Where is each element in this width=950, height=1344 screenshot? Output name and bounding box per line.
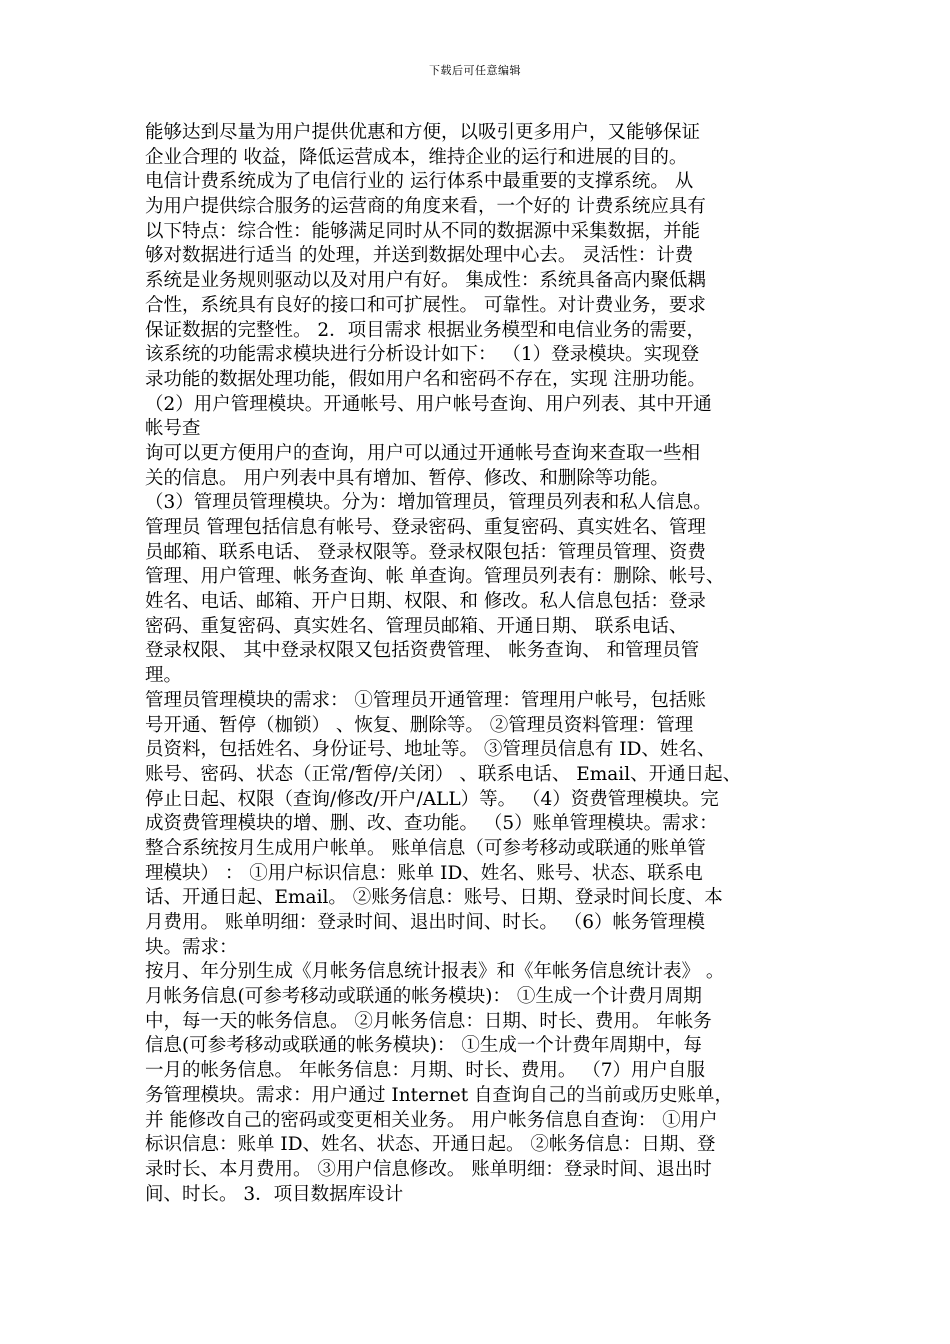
text-line: 整合系统按月生成用户帐单。 账单信息（可参考移动或联通的账单管 bbox=[145, 837, 706, 859]
text-line: 关的信息。 用户列表中具有增加、暂停、修改、和删除等功能。 bbox=[145, 467, 669, 489]
text-line: 月帐务信息(可参考移动或联通的帐务模块)： ①生成一个计费月周期 bbox=[145, 986, 702, 1008]
text-line: 该系统的功能需求模块进行分析设计如下： （1）登录模块。实现登 bbox=[145, 344, 700, 366]
text-line: 姓名、电话、邮箱、开户日期、权限、和 修改。私人信息包括：登录 bbox=[145, 591, 706, 613]
text-line: 录功能的数据处理功能，假如用户名和密码不存在，实现 注册功能。 bbox=[145, 368, 706, 390]
text-line: （3）管理员管理模块。分为：增加管理员，管理员列表和私人信息。 bbox=[145, 492, 712, 514]
text-line: 密码、重复密码、真实姓名、管理员邮箱、开通日期、 联系电话、 bbox=[145, 615, 688, 637]
text-line: 管理、用户管理、帐务查询、帐 单查询。管理员列表有：删除、帐号、 bbox=[145, 566, 725, 588]
text-line: 管理员 管理包括信息有帐号、登录密码、重复密码、真实姓名、管理 bbox=[145, 517, 706, 538]
text-line: 号开通、暂停（枷锁） 、恢复、删除等。 ②管理员资料管理：管理 bbox=[145, 714, 694, 736]
text-line: 为用户提供综合服务的运营商的角度来看，一个好的 计费系统应具有 bbox=[145, 196, 706, 218]
text-line: 合性，系统具有良好的接口和可扩展性。 可靠性。对计费业务，要求 bbox=[145, 294, 706, 316]
text-line: 标识信息：账单 ID、姓名、状态、开通日起。 ②帐务信息：日期、登 bbox=[145, 1134, 716, 1156]
text-line: 理。 bbox=[145, 665, 183, 687]
text-line: 录时长、本月费用。 ③用户信息修改。 账单明细：登录时间、退出时 bbox=[145, 1158, 712, 1180]
text-line: 务管理模块。需求：用户通过 Internet 自查询自己的当前或历史账单， bbox=[145, 1084, 734, 1106]
text-line: 话、开通日起、Email。 ②账务信息：账号、日期、登录时间长度、本 bbox=[145, 887, 723, 909]
text-line: 信息(可参考移动或联通的帐务模块)： ①生成一个计费年周期中，每 bbox=[145, 1035, 702, 1057]
text-line: 员邮箱、联系电话、 登录权限等。登录权限包括：管理员管理、资费 bbox=[145, 541, 706, 563]
text-line: 停止日起、权限（查询/修改/开户/ALL）等。 （4）资费管理模块。完 bbox=[145, 788, 719, 810]
page-header: 下载后可任意编辑 bbox=[429, 64, 521, 77]
text-line: 理模块） ： ①用户标识信息：账单 ID、姓名、账号、状态、联系电 bbox=[145, 862, 703, 884]
text-line: 一月的帐务信息。 年帐务信息：月期、时长、费用。 （7）用户自服 bbox=[145, 1060, 706, 1082]
text-line: 系统是业务规则驱动以及对用户有好。 集成性：系统具备高内聚低耦 bbox=[145, 270, 706, 292]
text-line: 块。需求： bbox=[145, 936, 238, 958]
text-line: 够对数据进行适当 的处理，并送到数据处理中心去。 灵活性：计费 bbox=[145, 245, 694, 267]
text-line: 帐号查 bbox=[145, 418, 201, 440]
text-line: 电信计费系统成为了电信行业的 运行体系中最重要的支撑系统。 从 bbox=[145, 171, 694, 193]
text-line: 中，每一天的帐务信息。 ②月帐务信息：日期、时长、费用。 年帐务 bbox=[145, 1010, 712, 1032]
text-line: 能够达到尽量为用户提供优惠和方便，以吸引更多用户，又能够保证 bbox=[145, 122, 701, 143]
text-line: 询可以更方便用户的查询，用户可以通过开通帐号查询来查取一些相 bbox=[145, 442, 701, 464]
text-line: 以下特点：综合性：能够满足同时从不同的数据源中采集数据，并能 bbox=[145, 220, 701, 242]
text-line: 成资费管理模块的增、删、改、查功能。 （5）账单管理模块。需求： bbox=[145, 813, 718, 835]
text-line: 保证数据的完整性。 2．项目需求 根据业务模型和电信业务的需要， bbox=[145, 319, 706, 341]
text-line: 登录权限、 其中登录权限又包括资费管理、 帐务查询、 和管理员管 bbox=[145, 640, 700, 662]
text-line: 并 能修改自己的密码或变更相关业务。 用户帐务信息自查询： ①用户 bbox=[145, 1109, 718, 1131]
text-line: 员资料，包括姓名、身份证号、地址等。 ③管理员信息有 ID、姓名、 bbox=[145, 739, 716, 761]
text-line: 间、时长。 3．项目数据库设计 bbox=[145, 1183, 404, 1205]
text-line: 企业合理的 收益，降低运营成本，维持企业的运行和进展的目的。 bbox=[145, 146, 688, 168]
text-line: （2）用户管理模块。开通帐号、用户帐号查询、用户列表、其中开通 bbox=[145, 393, 712, 415]
document-body bbox=[145, 121, 811, 1207]
text-line: 管理员管理模块的需求： ①管理员开通管理：管理用户帐号，包括账 bbox=[145, 689, 706, 711]
text-line: 按月、年分别生成《月帐务信息统计报表》和《年帐务信息统计表》 。 bbox=[145, 961, 725, 983]
text-line: 月费用。 账单明细：登录时间、退出时间、时长。 （6）帐务管理模 bbox=[145, 912, 706, 933]
text-line: 账号、密码、状态（正常/暂停/关闭） 、联系电话、 Email、开通日起、 bbox=[145, 763, 742, 785]
